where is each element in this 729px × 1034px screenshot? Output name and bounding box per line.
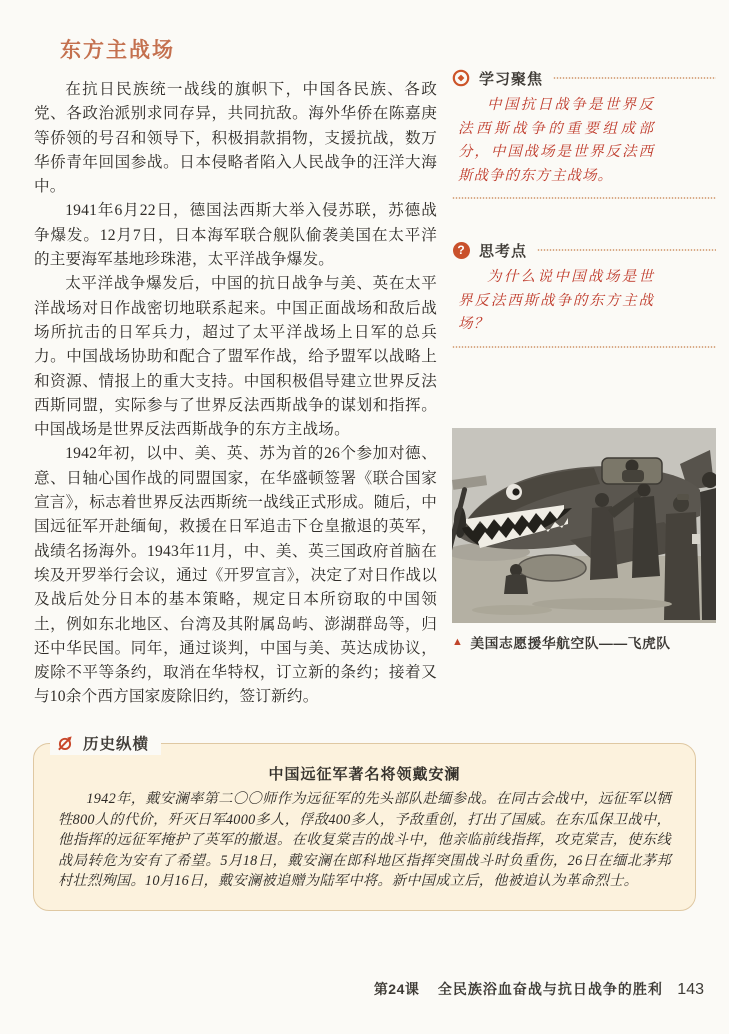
dotted-separator [452, 346, 716, 348]
learning-focus-label: 学习聚焦 [479, 70, 544, 88]
section-title: 东方主战场 [60, 39, 175, 62]
history-perspective-box [33, 736, 696, 911]
history-box-text: 1942年，戴安澜率第二〇〇师作为远征军的先头部队赴缅参战。在同古会战中，远征军以牺牲800人的代价，歼灭日军4000多人，俘敌400多人，予敌重创，打出了国威。在东瓜保卫战中，他指挥的远征军掩护了英军的撤退。在收复棠吉的战斗中，他亲临前线指挥，攻克棠吉，使东线战局转危为安有了希望。5月18日，戴安澜在郎科地区指挥突围战斗时负重伤，26日在缅北茅邦村壮烈殉国。10月16日，戴安澜被追赠为陆军中将。新中国成立后，他被追认为革命烈士。 [58, 791, 671, 890]
dotted-leader [537, 249, 716, 251]
paragraph-4: 1942年初，以中、美、英、苏为首的26个参加对德、意、日轴心国作战的同盟国家，在华盛顿签署《联合国家宣言》，标志着世界反法西斯统一战线正式形成。随后，中国远征军开赴缅甸，救援在日军追击下仓皇撤退的英军，战绩名扬海外。1943年11月，中、美、英三国政府首脑在埃及开罗举行会议，通过《开罗宣言》，决定了对日作战以及战后处分日本的基本策略，规定日本所窃取的中国领土，例如东北地区、台湾及其附属岛屿、澎湖群岛等，归还中华民国。同年，通过谈判，中国与美、英达成协议，废除不平等条约，取消在华特权，订立新的条约；接着又与10余个西方国家废除旧约，签订新约。 [34, 445, 437, 706]
learning-focus-text: 中国抗日战争是世界反法西斯战争的重要组成部分，中国战场是世界反法西斯战争的东方主战场。 [458, 97, 654, 184]
thinking-point-box [452, 240, 716, 348]
history-box-tab [50, 731, 161, 755]
page-footer [0, 979, 704, 999]
history-slash-icon [56, 734, 74, 752]
photo-caption-text: 美国志愿援华航空队——飞虎队 [470, 636, 671, 651]
p40-aircraft-illustration [452, 428, 716, 623]
dotted-separator [452, 197, 716, 199]
main-text-column [34, 34, 437, 710]
learning-focus-header [452, 68, 716, 88]
thinking-point-header [452, 240, 716, 260]
thinking-point-label: 思考点 [479, 242, 528, 260]
question-mark-icon: ? [452, 241, 470, 259]
photo-caption [452, 632, 716, 652]
paragraph-1: 在抗日民族统一战线的旗帜下，中国各民族、各政党、各政治派别求同存异，共同抗敌。海外华侨在陈嘉庚等侨领的号召和领导下，积极捐款捐物，支援抗战，数万华侨青年回国参战。日本侵略者陷入人民战争的汪洋大海中。 [34, 81, 437, 196]
history-box-title: 中国远征军著名将领戴安澜 [268, 766, 461, 783]
paragraph-3: 太平洋战争爆发后，中国的抗日战争与美、英在太平洋战场对日作战密切地联系起来。中国正面战场和敌后战场所抗击的日军兵力，超过了太平洋战场上日军的总兵力。中国战场协助和配合了盟军作战，给予盟军以战略上和资源、情报上的重大支持。中国积极倡导建立世界反法西斯同盟，实际参与了世界反法西斯战争的谋划和指挥。中国战场是世界反法西斯战争的东方主战场。 [34, 275, 437, 439]
dotted-leader [553, 77, 716, 79]
focus-target-icon [452, 69, 470, 87]
chapter-title: 全民族浴血奋战与抗日战争的胜利 [437, 981, 663, 997]
learning-focus-box [452, 68, 716, 199]
paragraph-2: 1941年6月22日，德国法西斯大举入侵苏联，苏德战争爆发。12月7日，日本海军联合舰队偷袭美国在太平洋的主要海军基地珍珠港，太平洋战争爆发。 [34, 202, 437, 269]
page-number: 143 [677, 981, 704, 998]
history-box-label: 历史纵横 [83, 736, 150, 753]
lesson-number: 第24课 [373, 981, 420, 997]
thinking-point-text: 为什么说中国战场是世界反法西斯战争的东方主战场？ [458, 269, 654, 332]
flying-tigers-photo [452, 428, 716, 623]
caption-triangle-icon: ▲ [452, 636, 464, 648]
